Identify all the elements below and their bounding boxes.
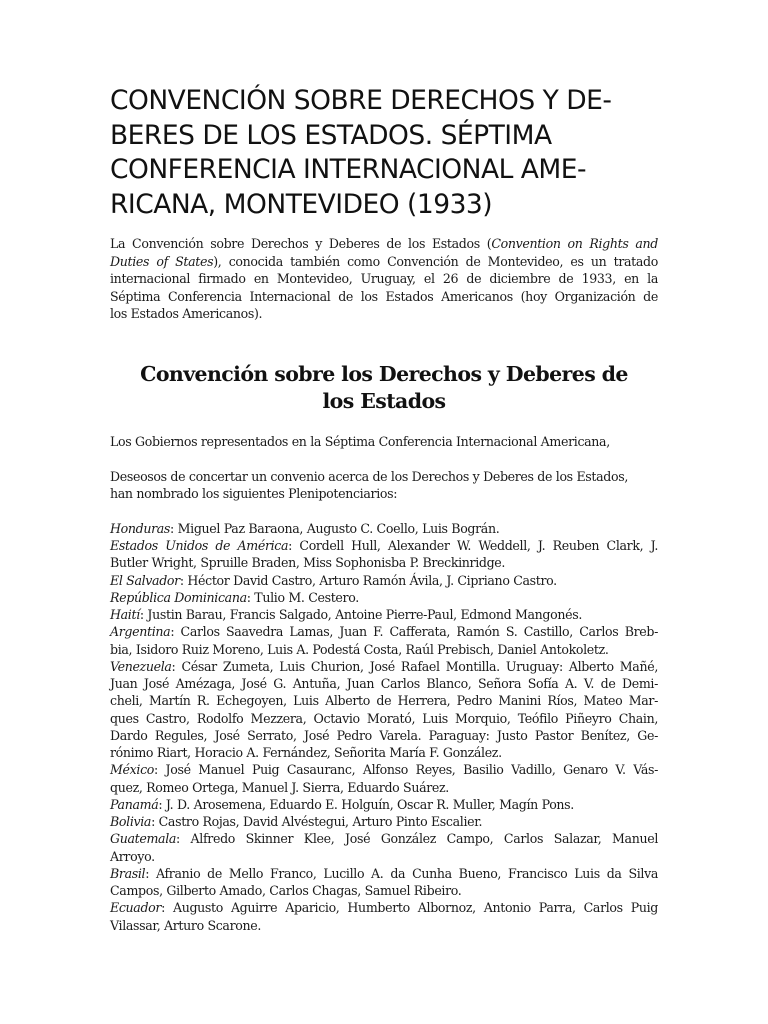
delegation-members: Arroyo. xyxy=(110,848,155,864)
delegation-country: Guatemala xyxy=(110,831,177,847)
delegation-line xyxy=(110,537,658,554)
delegation-line xyxy=(110,813,658,830)
delegation-country: Bolivia xyxy=(110,814,152,829)
delegation-entry xyxy=(110,830,658,865)
delegation-members: : César Zumeta, Luis Churion, José Rafael Montilla. Uruguay: Alberto Mañé, xyxy=(171,658,658,674)
delegation-line xyxy=(110,675,658,692)
delegation-entry xyxy=(110,658,658,762)
delegation-entry xyxy=(110,813,658,830)
delegation-members: Dardo Regules, José Serrato, José Pedro Varela. Paraguay: Justo Pastor Benítez, Ge- xyxy=(110,727,658,743)
section-title-line: Convención sobre los Derechos y Deberes de xyxy=(140,361,628,386)
delegation-line xyxy=(110,589,658,606)
delegation-line xyxy=(110,744,658,761)
intro-text: ), conocida también como Convención de Montevideo, es un tratado xyxy=(213,253,658,269)
delegation-line xyxy=(110,882,658,899)
appointment-line: han nombrado los siguientes Plenipotenciarios: xyxy=(110,486,398,502)
delegation-line xyxy=(110,606,658,623)
delegation-line xyxy=(110,554,658,571)
delegation-members: : José Manuel Puig Casauranc, Alfonso Reyes, Basilio Vadillo, Genaro V. Vás- xyxy=(154,762,658,778)
preamble-paragraph xyxy=(110,433,658,451)
delegation-members: : Afranio de Mello Franco, Lucillo A. da Cunha Bueno, Francisco Luis da Silva xyxy=(145,865,658,881)
document-title-line: CONVENCIÓN SOBRE DERECHOS Y DE- xyxy=(110,85,612,116)
delegation-country: Argentina xyxy=(110,624,171,640)
delegation-members: : Carlos Saavedra Lamas, Juan F. Cafferata, Ramón S. Castillo, Carlos Breb- xyxy=(170,624,658,640)
delegation-line xyxy=(110,830,658,847)
delegations-list xyxy=(110,520,658,934)
delegation-line xyxy=(110,917,658,934)
delegation-line xyxy=(110,899,658,916)
delegation-country: Panamá xyxy=(110,796,159,812)
delegation-line xyxy=(110,641,658,658)
delegation-country: Ecuador xyxy=(110,900,162,916)
delegation-entry xyxy=(110,796,658,813)
delegation-country: El Salvador xyxy=(110,572,180,588)
delegation-country: Estados Unidos de América xyxy=(110,538,289,553)
delegation-members: : Justin Barau, Francis Salgado, Antoine Pierre-Paul, Edmond Mangonés. xyxy=(139,607,582,622)
delegation-entry xyxy=(110,865,658,900)
appointment-line: Deseosos de concertar un convenio acerca de los Derechos y Deberes de los Estados, xyxy=(110,468,628,484)
preamble-text: Los Gobiernos representados en la Séptima Conferencia Internacional Americana, xyxy=(110,433,610,449)
delegation-members: : Héctor David Castro, Arturo Ramón Ávila, J. Cipriano Castro. xyxy=(179,572,557,588)
delegation-country: República Dominicana xyxy=(110,589,247,605)
document-title-line: RICANA, MONTEVIDEO (1933) xyxy=(110,188,493,220)
intro-line: internacional firmado en Montevideo, Uruguay, el 26 de diciembre de 1933, en la xyxy=(110,271,658,287)
section-title-line: los Estados xyxy=(322,388,446,413)
delegation-members: bia, Isidoro Ruiz Moreno, Luis A. Podestá Costa, Raúl Prebisch, Daniel Antokoletz. xyxy=(110,641,609,657)
delegation-line xyxy=(110,520,658,537)
delegation-line xyxy=(110,572,658,589)
delegation-members: rónimo Riart, Horacio A. Fernández, Señorita María F. González. xyxy=(110,745,502,760)
intro-line xyxy=(110,235,658,253)
delegation-entry xyxy=(110,623,658,658)
delegation-line xyxy=(110,658,658,675)
delegation-members: Campos, Gilberto Amado, Carlos Chagas, Samuel Ribeiro. xyxy=(110,883,462,898)
delegation-members: : J. D. Arosemena, Eduardo E. Holguín, Oscar R. Muller, Magín Pons. xyxy=(158,796,574,812)
delegation-line xyxy=(110,865,658,882)
delegation-line xyxy=(110,623,658,640)
delegation-country: Brasil xyxy=(110,865,146,881)
delegation-members: : Tulio M. Cestero. xyxy=(246,589,359,605)
delegation-line xyxy=(110,796,658,813)
intro-text: La Convención sobre Derechos y Deberes de los Estados ( xyxy=(110,236,492,251)
delegation-members: : Augusto Aguirre Aparicio, Humberto Albornoz, Antonio Parra, Carlos Puig xyxy=(161,900,658,916)
delegation-entry xyxy=(110,606,658,623)
delegation-entry xyxy=(110,520,658,537)
document-page xyxy=(110,84,658,934)
section-title xyxy=(110,361,658,415)
delegation-members: Butler Wright, Spruille Braden, Miss Sophonisba P. Breckinridge. xyxy=(110,555,506,571)
delegation-members: : Alfredo Skinner Klee, José González Campo, Carlos Salazar, Manuel xyxy=(176,831,658,847)
delegation-line xyxy=(110,692,658,709)
delegation-country: Venezuela xyxy=(110,658,172,674)
delegation-line xyxy=(110,779,658,796)
delegation-line xyxy=(110,710,658,727)
intro-english-title: Duties of States xyxy=(110,253,214,269)
delegation-country: Haití xyxy=(110,607,140,622)
delegation-entry xyxy=(110,537,658,572)
intro-english-title: Convention on Rights and xyxy=(491,236,658,251)
intro-line: los Estados Americanos). xyxy=(110,306,263,322)
delegation-country: Honduras xyxy=(110,520,171,536)
delegation-members: : Miguel Paz Baraona, Augusto C. Coello, Luis Bográn. xyxy=(170,520,500,536)
delegation-members: ques Castro, Rodolfo Mezzera, Octavio Morató, Luis Morquio, Teófilo Piñeyro Chain, xyxy=(110,710,658,726)
delegation-members: Vilassar, Arturo Scarone. xyxy=(110,917,262,933)
delegation-members: quez, Romeo Ortega, Manuel J. Sierra, Eduardo Suárez. xyxy=(110,779,449,795)
delegation-country: México xyxy=(110,762,155,778)
document-title-line: CONFERENCIA INTERNACIONAL AME- xyxy=(110,154,587,185)
delegation-entry xyxy=(110,589,658,606)
delegation-line xyxy=(110,848,658,865)
intro-line xyxy=(110,253,658,271)
delegation-members: Juan José Amézaga, José G. Antuña, Juan Carlos Blanco, Señora Sofía A. V. de Demi- xyxy=(110,676,658,691)
delegation-line xyxy=(110,727,658,744)
delegation-entry xyxy=(110,572,658,589)
delegation-members: : Cordell Hull, Alexander W. Weddell, J. Reuben Clark, J. xyxy=(288,538,658,553)
intro-paragraph xyxy=(110,235,658,323)
appointment-paragraph xyxy=(110,468,658,503)
document-title xyxy=(110,84,658,222)
intro-line: Séptima Conferencia Internacional de los Estados Americanos (hoy Organización de xyxy=(110,288,658,304)
delegation-members: : Castro Rojas, David Alvéstegui, Arturo Pinto Escalier. xyxy=(151,814,483,829)
delegation-entry xyxy=(110,899,658,934)
delegation-entry xyxy=(110,761,658,796)
document-title-line: BERES DE LOS ESTADOS. SÉPTIMA xyxy=(110,119,552,151)
delegation-line xyxy=(110,761,658,778)
delegation-members: cheli, Martín R. Echegoyen, Luis Alberto de Herrera, Pedro Manini Ríos, Mateo Mar- xyxy=(110,693,658,709)
